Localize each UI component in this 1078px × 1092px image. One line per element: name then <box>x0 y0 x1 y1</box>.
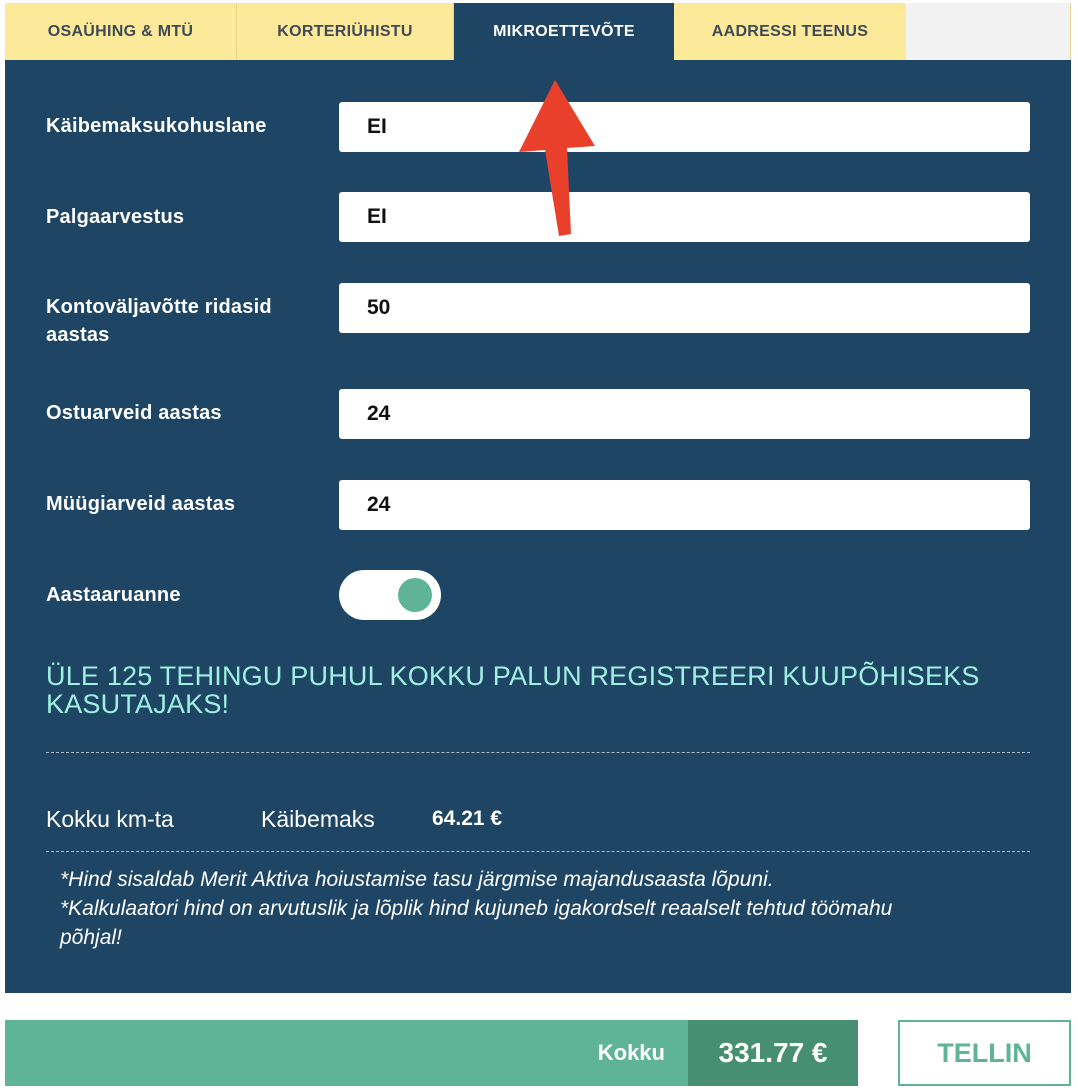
payroll-select[interactable]: EI <box>339 192 1030 242</box>
bank-rows-label-line1: Kontoväljavõtte ridasid <box>46 296 272 318</box>
toggle-knob <box>398 578 432 612</box>
annual-report-label: Aastaaruanne <box>46 584 181 606</box>
note-estimate-cont: põhjal! <box>60 926 122 949</box>
total-label: Kokku <box>597 1040 665 1065</box>
tab-bar <box>5 3 1071 60</box>
note-storage: *Hind sisaldab Merit Aktiva hoiustamise tasu järgmise majandusaasta lõpuni. <box>60 868 774 891</box>
payroll-label: Palgaarvestus <box>46 206 185 228</box>
bank-rows-input[interactable]: 50 <box>339 283 1030 333</box>
bank-rows-label-line2: aastas <box>46 324 110 346</box>
vat-label: Käibemaks <box>261 806 375 832</box>
total-value: 331.77 € <box>688 1020 858 1086</box>
notice-line1: ÜLE 125 TEHINGU PUHUL KOKKU PALUN REGISTREERI KUUPÕHISEKS <box>46 661 980 691</box>
vat-liable-select[interactable]: EI <box>339 102 1030 152</box>
tab-korteriuhistu[interactable]: KORTERIÜHISTU <box>237 3 454 60</box>
divider-top <box>46 752 1030 753</box>
tab-bar-filler <box>906 3 1071 60</box>
vat-liable-label: Käibemaksukohuslane <box>46 115 267 137</box>
sales-invoices-label: Müügiarveid aastas <box>46 493 236 515</box>
tab-osauhing-mtu[interactable]: OSAÜHING & MTÜ <box>5 3 237 60</box>
red-arrow-icon <box>515 78 595 238</box>
total-bar <box>5 1020 858 1086</box>
subtotal-label: Kokku km-ta <box>46 806 174 832</box>
bank-rows-label <box>46 293 272 349</box>
vat-value: 64.21 € <box>432 807 503 830</box>
sales-invoices-input[interactable]: 24 <box>339 480 1030 530</box>
notice-line2: KASUTAJAKS! <box>46 689 230 719</box>
order-button[interactable]: TELLIN <box>898 1020 1071 1086</box>
tab-mikroettevote[interactable]: MIKROETTEVÕTE <box>454 3 674 60</box>
divider-bottom <box>46 851 1030 852</box>
registration-notice <box>46 662 1030 718</box>
note-estimate: *Kalkulaatori hind on arvutuslik ja lõplik hind kujuneb igakordselt reaalselt tehtud töömahu <box>60 897 893 920</box>
tab-aadressi-teenus[interactable]: AADRESSI TEENUS <box>674 3 906 60</box>
purchase-invoices-input[interactable]: 24 <box>339 389 1030 439</box>
annual-report-toggle[interactable] <box>339 570 441 620</box>
purchase-invoices-label: Ostuarveid aastas <box>46 402 222 424</box>
